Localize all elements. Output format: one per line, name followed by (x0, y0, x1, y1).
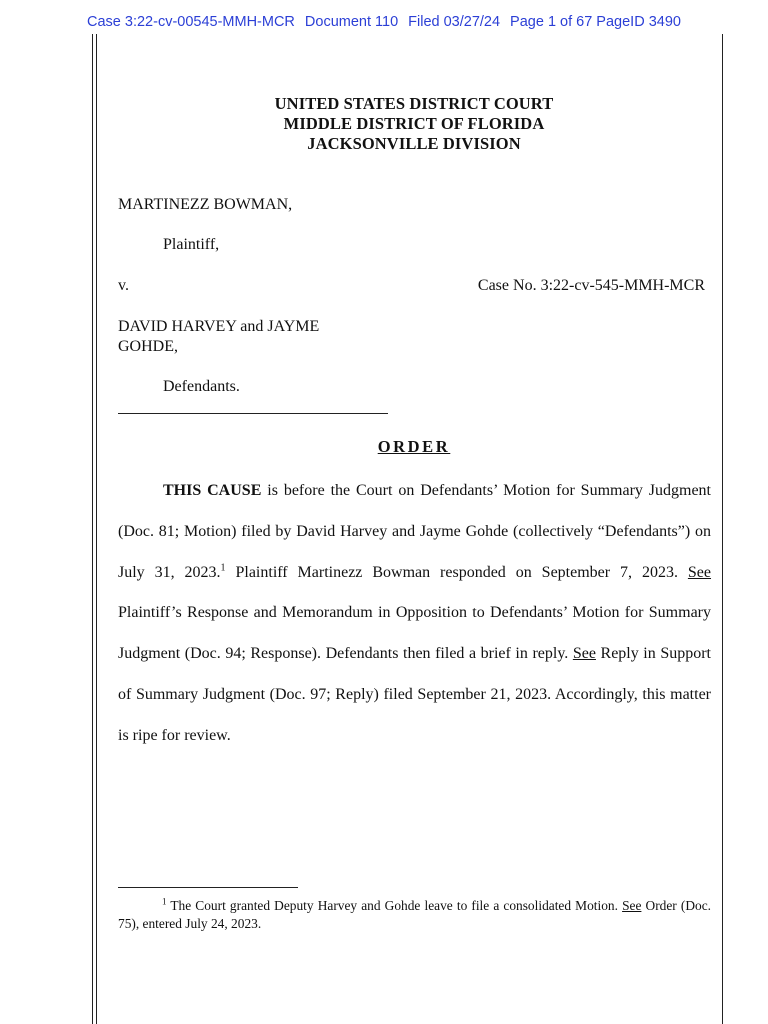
right-margin-rule (722, 34, 723, 1024)
lead-phrase: THIS CAUSE (163, 482, 262, 499)
body-text-segment: Plaintiff Martinezz Bowman responded on September 7, 2023. (225, 563, 688, 581)
footnote-text-segment: The Court granted Deputy Harvey and Gohde leave to file a consolidated Motion. (166, 898, 623, 913)
plaintiff-role: Plaintiff, (163, 236, 220, 253)
header-page-info: Page 1 of 67 PageID 3490 (510, 14, 681, 30)
plaintiff-name: MARTINEZZ BOWMAN, (118, 196, 293, 213)
footnote-text-segment: Order (Doc. 75), entered July 24, 2023. (118, 898, 711, 931)
left-margin-rule-outer (92, 34, 93, 1024)
body-text-segment: Plaintiff’s Response and Memorandum in Opposition to Defendants’ Motion for Summary Judgment (Doc. 94; Response). Defendants then filed a brief in reply. (118, 604, 711, 663)
body-paragraph (118, 471, 711, 757)
see-signal: See (687, 563, 712, 581)
footnote-separator (118, 887, 298, 888)
footnote-reference: 1 (220, 562, 226, 574)
defendants-names-line1: DAVID HARVEY and JAYME (118, 318, 320, 335)
left-margin-rule-inner (96, 34, 97, 1024)
versus-label: v. (118, 277, 129, 294)
footnote-paragraph (118, 897, 711, 933)
order-title: ORDER (377, 437, 451, 456)
header-document-number: Document 110 (304, 14, 399, 30)
defendants-role: Defendants. (163, 378, 240, 395)
body-text-segment: is before the Court on Defendants’ Motion for Summary Judgment (Doc. 81; Motion) filed by David Harvey and Jayme Gohde (collectively “Defendants”) on July 31, 2023. (118, 482, 712, 581)
body-text-segment: Reply in Support of Summary Judgment (Doc. 97; Reply) filed September 21, 2023. Accordingly, this matter is ripe for review. (118, 645, 711, 744)
footnote-see-signal: See (622, 898, 642, 913)
caption-divider (118, 413, 388, 414)
header-filed-date: Filed 03/27/24 (408, 14, 501, 30)
defendants-names-line2: GOHDE, (118, 338, 178, 355)
court-district: MIDDLE DISTRICT OF FLORIDA (283, 114, 545, 133)
court-division: JACKSONVILLE DIVISION (307, 134, 521, 153)
footnote-mark: 1 (162, 896, 167, 907)
order-body (118, 471, 711, 757)
court-name: UNITED STATES DISTRICT COURT (274, 94, 554, 113)
filing-header-stamp (0, 14, 768, 30)
see-signal: See (572, 645, 596, 663)
court-heading (118, 94, 710, 154)
footnote (118, 897, 711, 933)
case-number: Case No. 3:22-cv-545-MMH-MCR (477, 277, 705, 294)
header-case-number: Case 3:22-cv-00545-MMH-MCR (87, 14, 295, 30)
